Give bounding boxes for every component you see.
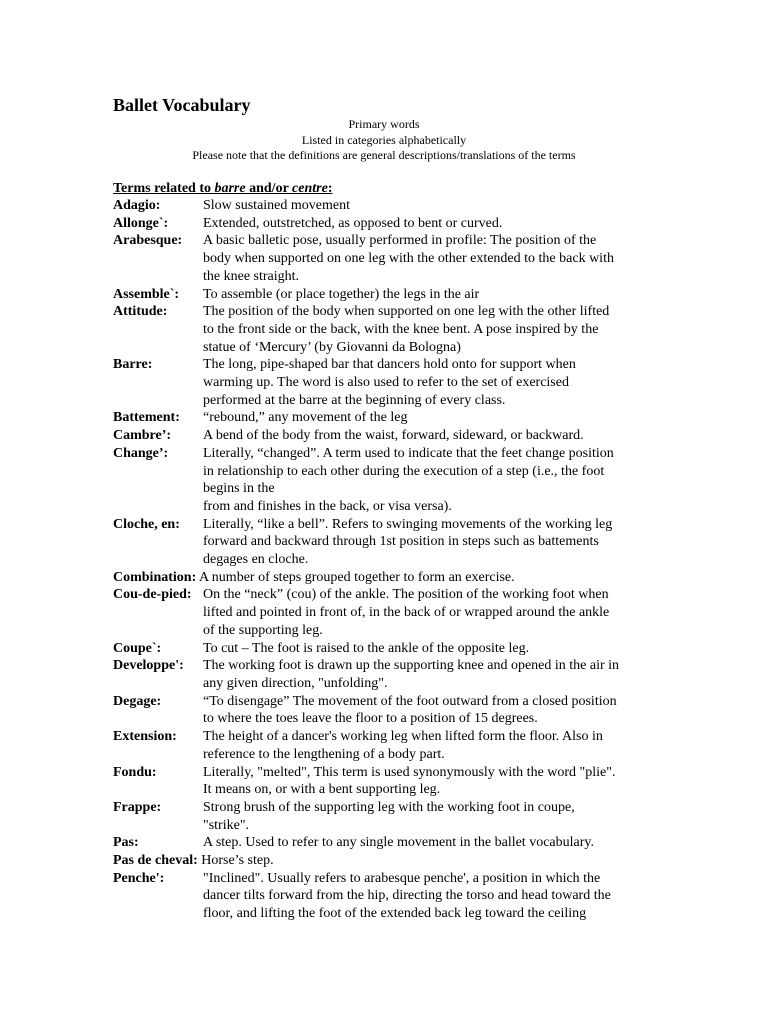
vocabulary-definition-line: On the “neck” (cou) of the ankle. The position of the working foot when bbox=[203, 587, 609, 603]
vocabulary-entry bbox=[113, 356, 658, 409]
vocabulary-term: Frappe: bbox=[113, 799, 162, 815]
vocabulary-definition-line: Extended, outstretched, as opposed to bent or curved. bbox=[203, 215, 503, 231]
vocabulary-term: Combination: bbox=[113, 569, 197, 585]
vocabulary-definition bbox=[203, 799, 658, 834]
vocabulary-definition-line: the knee straight. bbox=[203, 268, 300, 284]
vocabulary-term: Cambre’: bbox=[113, 428, 172, 444]
vocabulary-definition bbox=[203, 586, 658, 639]
vocabulary-term: Attitude: bbox=[113, 304, 168, 320]
vocabulary-term: Adagio: bbox=[113, 198, 161, 213]
vocabulary-entry bbox=[113, 852, 658, 870]
section-heading-suffix: : bbox=[327, 181, 333, 196]
page-title: Ballet Vocabulary bbox=[113, 95, 251, 115]
vocabulary-entry bbox=[113, 834, 658, 852]
vocabulary-definition bbox=[203, 870, 658, 923]
vocabulary-definition-line: performed at the barre at the beginning of every class. bbox=[203, 392, 506, 408]
vocabulary-definition bbox=[203, 764, 658, 799]
vocabulary-definition-line: warming up. The word is also used to refer to the set of exercised bbox=[203, 375, 569, 391]
vocabulary-definition-line: Slow sustained movement bbox=[203, 198, 350, 213]
section-heading-prefix: Terms related to bbox=[113, 181, 215, 196]
vocabulary-entry bbox=[113, 799, 658, 834]
vocabulary-entry bbox=[113, 586, 658, 639]
vocabulary-definition bbox=[203, 427, 658, 445]
vocabulary-term: Penche': bbox=[113, 870, 165, 886]
vocabulary-entry bbox=[113, 728, 658, 763]
vocabulary-entry bbox=[113, 215, 658, 233]
vocabulary-definition-line: A number of steps grouped together to form an exercise. bbox=[196, 569, 515, 585]
vocabulary-term: Developpe': bbox=[113, 658, 184, 674]
vocabulary-entry bbox=[113, 870, 658, 923]
vocabulary-definition-line: body when supported on one leg with the other extended to the back with bbox=[203, 251, 614, 267]
vocabulary-definition bbox=[203, 356, 658, 409]
subtitle-primary-words: Primary words bbox=[348, 117, 420, 131]
vocabulary-entry bbox=[113, 303, 658, 356]
vocabulary-definition bbox=[203, 197, 658, 215]
vocabulary-term: Change’: bbox=[113, 445, 169, 461]
vocabulary-definition-line: reference to the lengthening of a body part. bbox=[203, 746, 445, 762]
vocabulary-entry bbox=[113, 657, 658, 692]
vocabulary-list bbox=[113, 197, 658, 923]
vocabulary-definition-line: The height of a dancer's working leg when lifted form the floor. Also in bbox=[203, 729, 603, 745]
vocabulary-definition-line: The position of the body when supported on one leg with the other lifted bbox=[203, 304, 610, 320]
vocabulary-definition bbox=[203, 286, 658, 304]
vocabulary-definition-line: statue of ‘Mercury’ (by Giovanni da Bologna) bbox=[203, 339, 461, 355]
vocabulary-definition-line: A basic balletic pose, usually performed in profile: The position of the bbox=[203, 233, 597, 249]
vocabulary-definition-line: A bend of the body from the waist, forward, sideward, or backward. bbox=[203, 428, 584, 444]
vocabulary-term: Battement: bbox=[113, 410, 180, 426]
vocabulary-entry bbox=[113, 409, 658, 427]
vocabulary-term: Assemble`: bbox=[113, 286, 180, 302]
vocabulary-term: Barre: bbox=[113, 357, 153, 373]
vocabulary-definition-line: begins in the bbox=[203, 481, 275, 497]
vocabulary-entry bbox=[113, 445, 658, 516]
vocabulary-definition-line: Strong brush of the supporting leg with the working foot in coupe, bbox=[203, 799, 575, 815]
vocabulary-term: Pas: bbox=[113, 835, 139, 851]
section-heading bbox=[113, 180, 332, 198]
vocabulary-term: Coupe`: bbox=[113, 640, 162, 656]
vocabulary-definition-line: The long, pipe-shaped bar that dancers hold onto for support when bbox=[203, 357, 576, 373]
vocabulary-definition-line: degages en cloche. bbox=[203, 552, 309, 568]
vocabulary-definition-line: "strike". bbox=[203, 817, 250, 833]
vocabulary-entry bbox=[113, 569, 658, 587]
vocabulary-term: Allonge`: bbox=[113, 215, 169, 231]
section-heading-middle: and/or bbox=[245, 181, 293, 196]
section-heading-barre: barre bbox=[214, 181, 246, 196]
vocabulary-definition-line: Horse’s step. bbox=[197, 853, 274, 869]
vocabulary-entry bbox=[113, 516, 658, 569]
vocabulary-term: Pas de cheval: bbox=[113, 853, 198, 869]
vocabulary-definition bbox=[203, 232, 658, 285]
vocabulary-definition-line: to where the toes leave the floor to a position of 15 degrees. bbox=[203, 711, 538, 727]
vocabulary-definition-line: of the supporting leg. bbox=[203, 622, 323, 638]
vocabulary-entry bbox=[113, 640, 658, 658]
vocabulary-definition-line: "Inclined". Usually refers to arabesque penche', a position in which the bbox=[203, 870, 601, 886]
vocabulary-definition bbox=[203, 409, 658, 427]
section-heading-centre: centre bbox=[292, 181, 328, 196]
vocabulary-definition-line: to the front side or the back, with the knee bent. A pose inspired by the bbox=[203, 321, 599, 337]
vocabulary-entry bbox=[113, 693, 658, 728]
vocabulary-definition-line: “To disengage” The movement of the foot outward from a closed position bbox=[203, 693, 617, 709]
vocabulary-definition bbox=[203, 445, 658, 516]
vocabulary-definition-line: floor, and lifting the foot of the extended back leg toward the ceiling bbox=[203, 906, 587, 922]
vocabulary-definition-line: forward and backward through 1st position in steps such as battements bbox=[203, 534, 599, 550]
vocabulary-definition-line: Literally, “changed”. A term used to indicate that the feet change position bbox=[203, 445, 614, 461]
vocabulary-definition bbox=[203, 657, 658, 692]
vocabulary-term: Degage: bbox=[113, 693, 162, 709]
vocabulary-entry bbox=[113, 764, 658, 799]
vocabulary-term: Arabesque: bbox=[113, 233, 183, 249]
subtitle-listed-alphabetically: Listed in categories alphabetically bbox=[301, 133, 467, 147]
vocabulary-definition bbox=[203, 640, 658, 658]
vocabulary-definition-line: To assemble (or place together) the legs in the air bbox=[203, 286, 480, 302]
vocabulary-definition-line: It means on, or with a bent supporting leg. bbox=[203, 782, 441, 798]
subtitle-definitions-note: Please note that the definitions are general descriptions/translations of the terms bbox=[192, 148, 576, 162]
vocabulary-definition bbox=[203, 516, 658, 569]
vocabulary-definition-line: Literally, “like a bell”. Refers to swinging movements of the working leg bbox=[203, 516, 613, 532]
vocabulary-entry bbox=[113, 197, 658, 215]
vocabulary-term: Cloche, en: bbox=[113, 516, 180, 532]
vocabulary-definition bbox=[203, 215, 658, 233]
vocabulary-definition bbox=[203, 693, 658, 728]
vocabulary-definition bbox=[203, 303, 658, 356]
vocabulary-definition-line: “rebound,” any movement of the leg bbox=[203, 410, 408, 426]
vocabulary-term: Cou-de-pied: bbox=[113, 587, 192, 603]
vocabulary-definition bbox=[203, 728, 658, 763]
vocabulary-definition-line: in relationship to each other during the execution of a step (i.e., the foot bbox=[203, 463, 605, 479]
vocabulary-definition-line: To cut – The foot is raised to the ankle of the opposite leg. bbox=[203, 640, 530, 656]
vocabulary-definition-line: Literally, "melted", This term is used synonymously with the word "plie". bbox=[203, 764, 616, 780]
vocabulary-definition-line: dancer tilts forward from the hip, directing the torso and head toward the bbox=[203, 888, 611, 904]
vocabulary-term: Extension: bbox=[113, 729, 177, 745]
vocabulary-definition-line: from and finishes in the back, or visa versa). bbox=[203, 498, 452, 514]
vocabulary-definition-line: The working foot is drawn up the supporting knee and opened in the air in bbox=[203, 658, 620, 674]
vocabulary-definition bbox=[203, 834, 658, 852]
vocabulary-term: Fondu: bbox=[113, 764, 157, 780]
vocabulary-entry bbox=[113, 427, 658, 445]
vocabulary-definition-line: A step. Used to refer to any single movement in the ballet vocabulary. bbox=[203, 835, 594, 851]
vocabulary-entry bbox=[113, 286, 658, 304]
vocabulary-definition-line: any given direction, "unfolding". bbox=[203, 675, 388, 691]
vocabulary-entry bbox=[113, 232, 658, 285]
vocabulary-definition-line: lifted and pointed in front of, in the back of or wrapped around the ankle bbox=[203, 605, 610, 621]
